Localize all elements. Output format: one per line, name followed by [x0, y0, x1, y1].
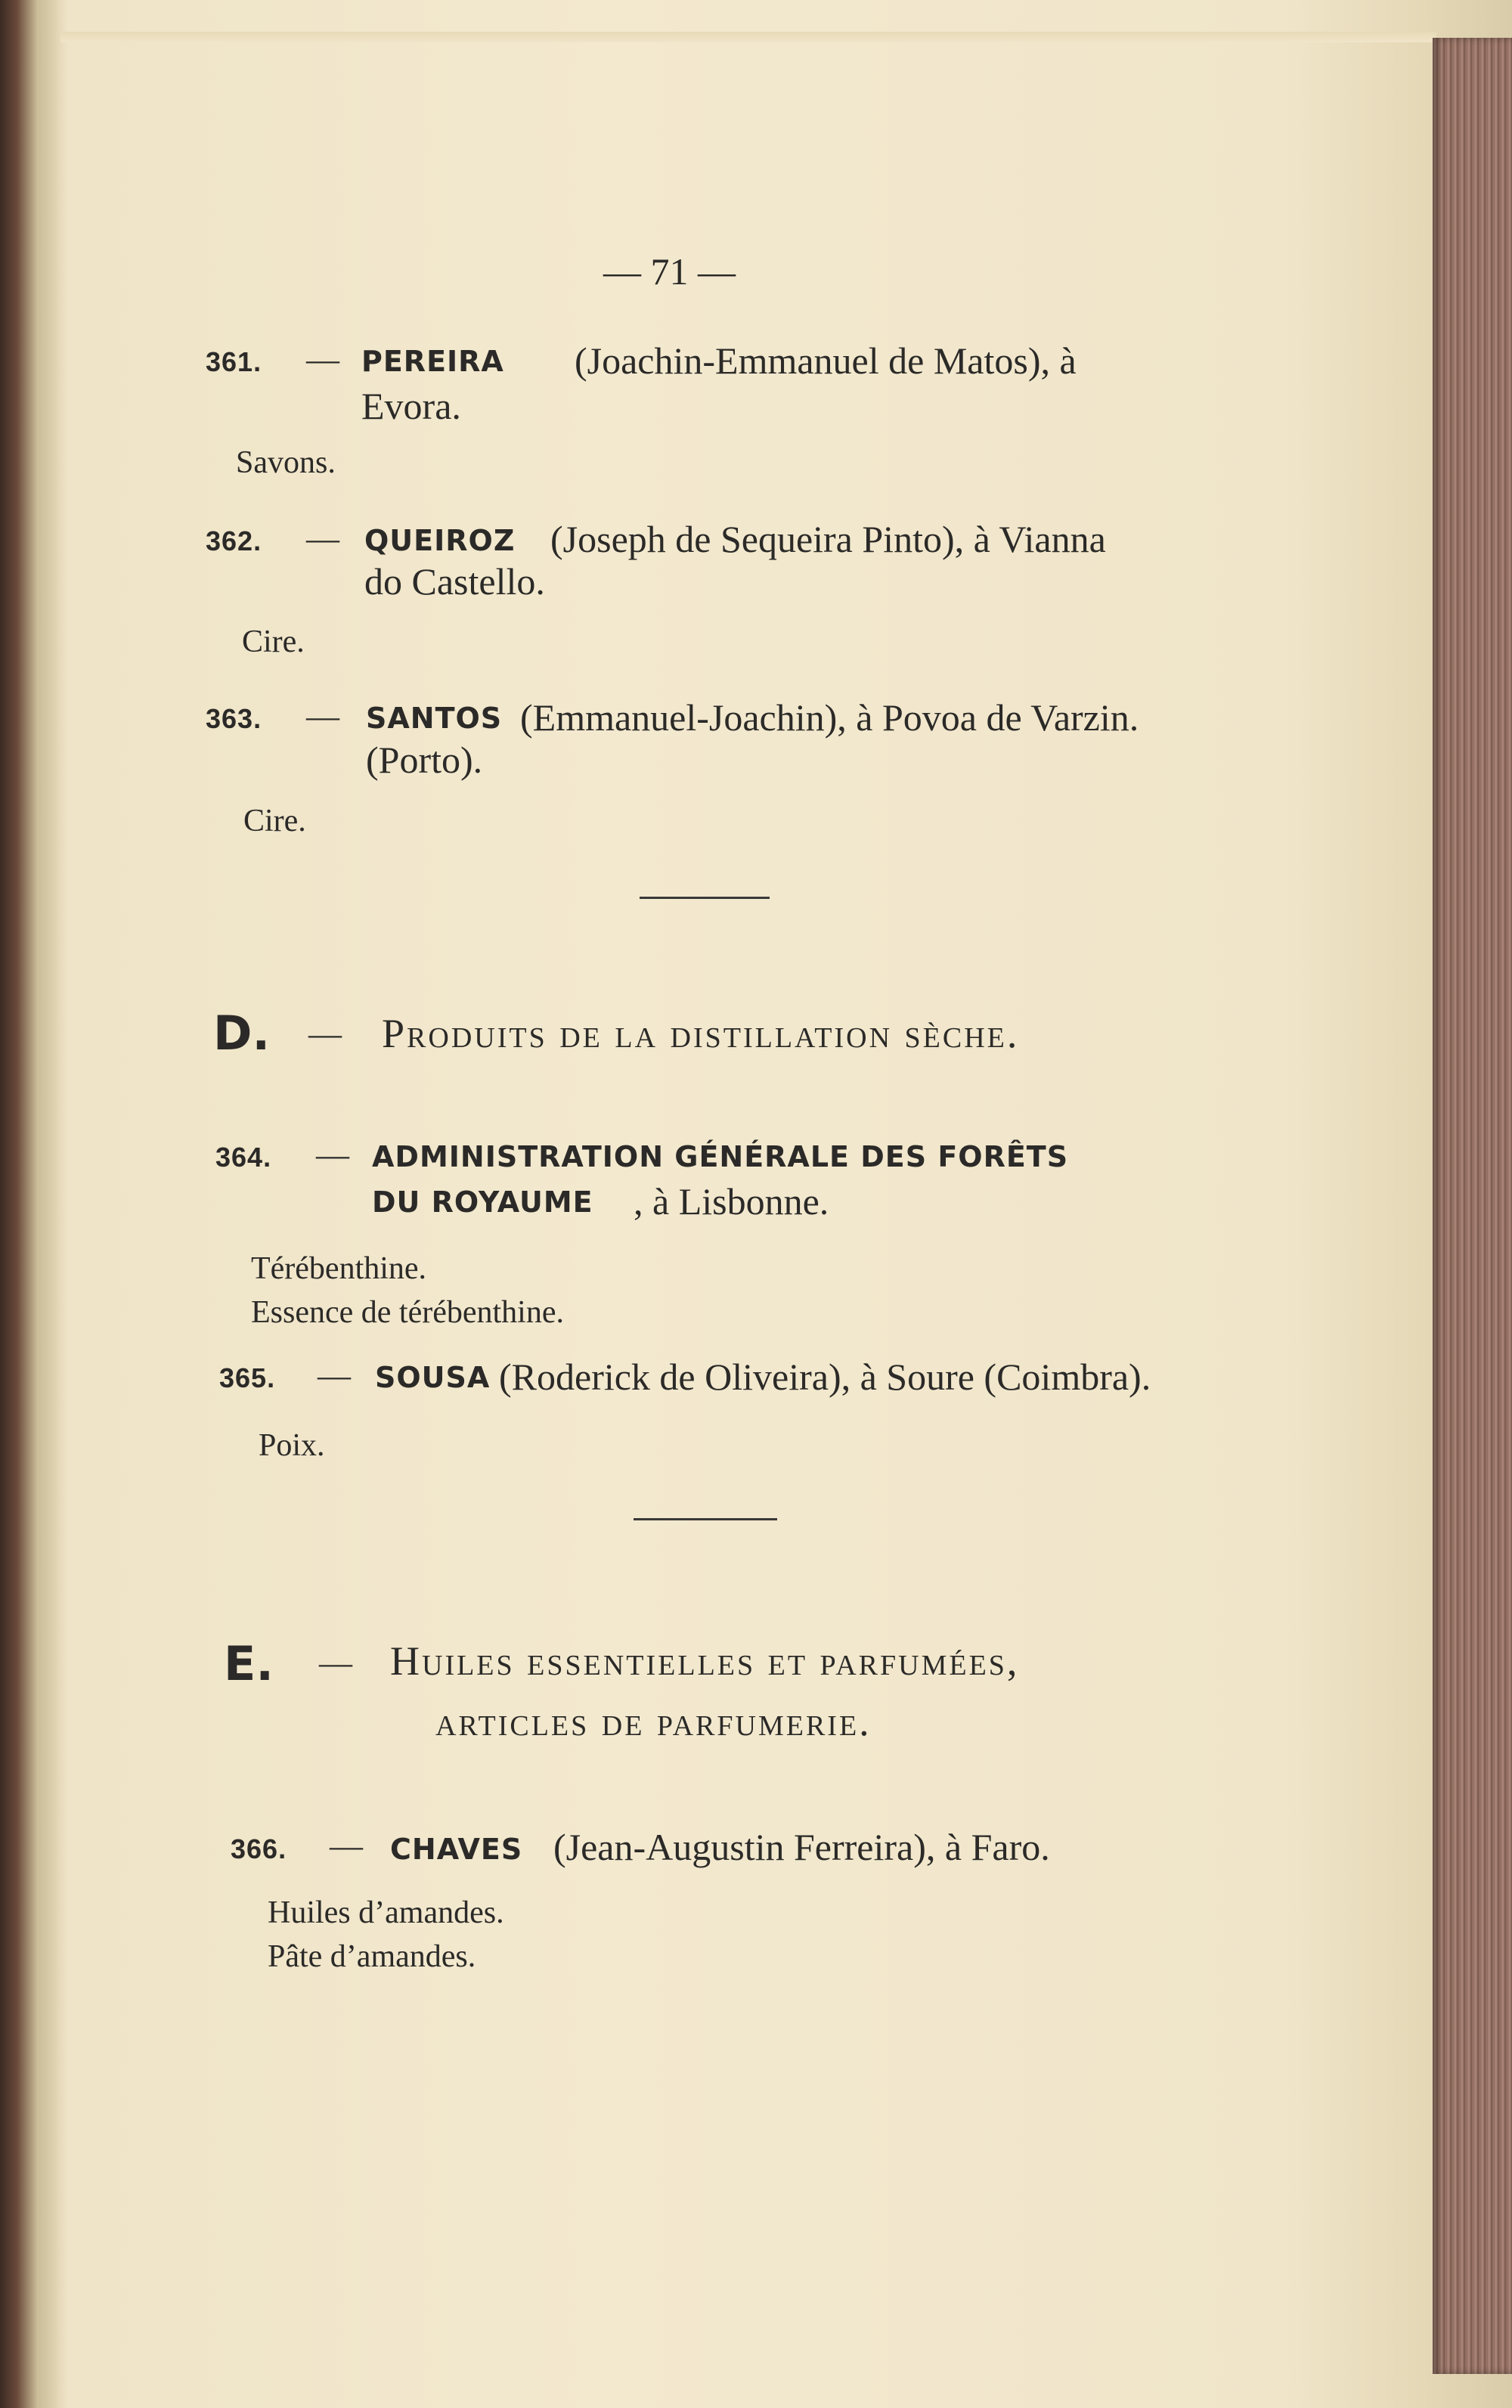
exhibitor-details: (Roderick de Oliveira), à Soure (Coimbra). [499, 1356, 1151, 1398]
section-letter: D. [213, 1006, 271, 1061]
page-number: — 71 — [603, 250, 736, 293]
entry-number: 364. [215, 1142, 272, 1173]
section-divider [634, 1518, 777, 1520]
section-dash: — [319, 1644, 352, 1681]
section-dash: — [308, 1015, 342, 1052]
entry-dash: — [316, 1136, 349, 1173]
section-title: Produits de la distillation sèche. [382, 1011, 1020, 1056]
page-top-edge [60, 32, 1436, 42]
page-edges [1433, 38, 1512, 2374]
entry-number: 361. [206, 346, 262, 377]
exhibitor-location: do Castello. [364, 560, 545, 603]
entry-dash: — [306, 341, 339, 378]
exhibitor-name: SOUSA [375, 1361, 491, 1394]
product-item: Cire. [243, 804, 306, 838]
section-letter: E. [224, 1636, 274, 1691]
section-title: Huiles essentielles et parfumées, [390, 1638, 1020, 1684]
product-item: Savons. [236, 445, 336, 480]
entry-number: 362. [206, 525, 262, 556]
product-item: Térébenthine. [251, 1251, 427, 1286]
exhibitor-name: ADMINISTRATION GÉNÉRALE DES FORÊTS [372, 1140, 1069, 1173]
exhibitor-details: (Joseph de Sequeira Pinto), à Vianna [550, 518, 1106, 560]
exhibitor-name: QUEIROZ [364, 524, 516, 557]
exhibitor-name-continued: DU ROYAUME [372, 1185, 593, 1219]
section-divider [640, 897, 770, 899]
book-binding [0, 0, 68, 2408]
entry-dash: — [306, 520, 339, 557]
exhibitor-location: Evora. [361, 385, 461, 427]
exhibitor-location: (Porto). [366, 739, 483, 781]
entry-number: 366. [231, 1833, 287, 1864]
section-title-continued: articles de parfumerie. [435, 1699, 872, 1744]
product-item: Poix. [259, 1428, 325, 1463]
entry-number: 363. [206, 703, 262, 734]
exhibitor-name: CHAVES [390, 1833, 523, 1866]
exhibitor-name: PEREIRA [361, 345, 504, 378]
product-item: Cire. [242, 624, 305, 659]
product-item: Essence de térébenthine. [251, 1295, 564, 1330]
exhibitor-details: (Emmanuel-Joachin), à Povoa de Varzin. [520, 696, 1139, 739]
entry-number: 365. [219, 1362, 276, 1393]
exhibitor-location: , à Lisbonne. [634, 1180, 829, 1223]
entry-dash: — [330, 1827, 363, 1864]
exhibitor-details: (Joachin-Emmanuel de Matos), à [575, 339, 1077, 382]
entry-dash: — [306, 698, 339, 735]
exhibitor-details: (Jean-Augustin Ferreira), à Faro. [553, 1826, 1050, 1868]
exhibitor-name: SANTOS [366, 702, 503, 735]
entry-dash: — [318, 1357, 351, 1394]
product-item: Huiles d’amandes. [268, 1895, 504, 1930]
product-item: Pâte d’amandes. [268, 1939, 476, 1974]
